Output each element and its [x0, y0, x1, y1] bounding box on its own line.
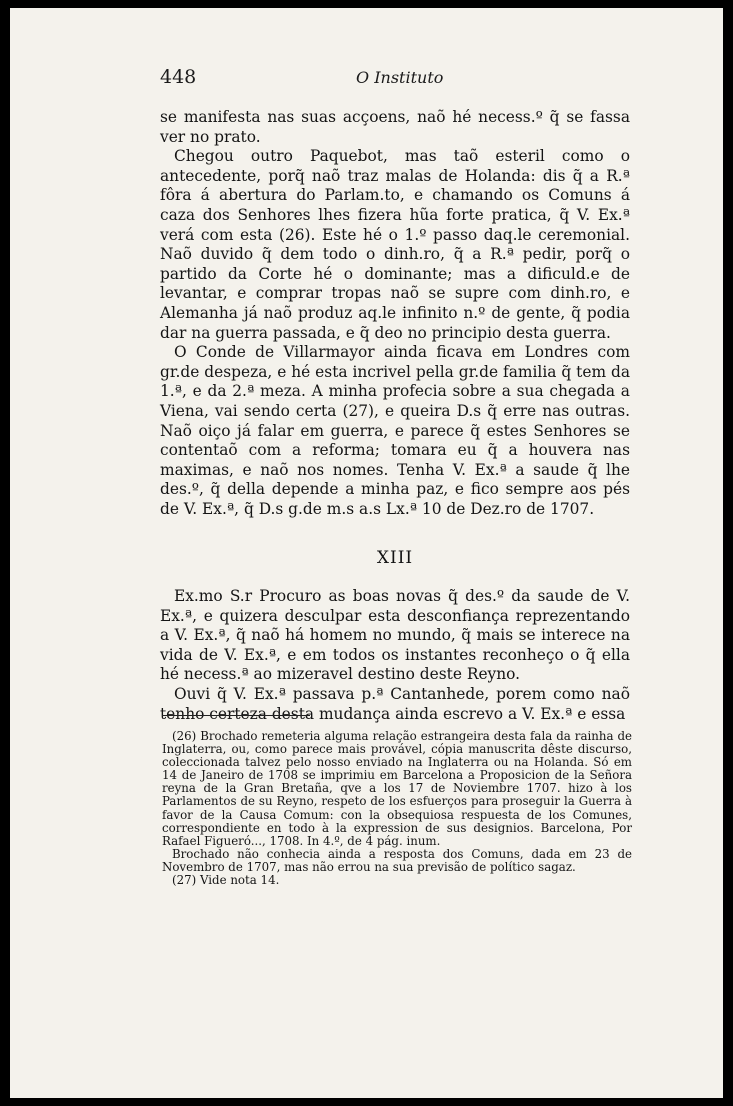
footnote-divider	[162, 715, 310, 716]
section-heading: XIII	[376, 548, 414, 569]
paragraph: Ouvi q̃ V. Ex.ª passava p.ª Cantanhede, porem como naõ tenho certeza desta mudança ainda escrevo a V. Ex.ª e essa	[160, 685, 630, 723]
footnote: (26) Brochado remeteria alguma relação estrangeira desta fala da rainha de Inglaterra, ou, como parece mais provável, cópia manuscrita dêste discurso, coleccionada talvez pelo nosso enviado na Inglaterra ou na Holanda. Só em 14 de Janeiro de 1708 se imprimiu em Barcelona a Proposicion de la Señora reyna de la Gran Bretaña, qve a los 17 de Noviembre 1707. hizo à los Parlamentos de su Reyno, respeto de los esfuerços para proseguir la Guerra à favor de la Causa Comum: con la obsequiosa respuesta de los Comunes, correspondiente en todo à la expression de sus designios. Barcelona, Por Rafael Figueró..., 1708. In 4.º, de 4 pág. inum.	[162, 729, 632, 848]
book-page	[10, 8, 723, 1098]
paragraph: O Conde de Villarmayor ainda ficava em Londres com gr.de despeza, e hé esta incrivel pella gr.de familia q̃ tem da 1.ª, e da 2.ª meza. A minha profecia sobre a sua chegada a Viena, vai sendo certa (27), e queira D.s q̃ erre nas outras. Naõ oiço já falar em guerra, e parece q̃ estes Senhores se contentaõ com a reforma; tomara eu q̃ a houvera nas maximas, e naõ nos nomes. Tenha V. Ex.ª a saude q̃ lhe des.º, q̃ della depende a minha paz, e fico sempre aos pés de V. Ex.ª, q̃ D.s g.de m.s a.s Lx.ª 10 de Dez.ro de 1707.	[160, 343, 630, 518]
paragraph: Chegou outro Paquebot, mas taõ esteril como o antecedente, porq̃ naõ traz malas de Holanda: dis q̃ a R.ª fôra á abertura do Parlam.to, e chamando os Comuns á caza dos Senhores lhes fizera hũa forte pratica, q̃ V. Ex.ª verá com esta (26). Este hé o 1.º passo daq.le ceremonial. Naõ duvido q̃ dem todo o dinh.ro, q̃ a R.ª pedir, porq̃ o partido da Corte hé o dominante; mas a dificuld.e de levantar, e comprar tropas naõ se supre com dinh.ro, e Alemanha já naõ produz aq.le infinito n.º de gente, q̃ podia dar na guerra passada, e q̃ deo no principio desta guerra.	[160, 147, 630, 342]
main-text	[160, 108, 630, 724]
footnote: Brochado não conhecia ainda a resposta dos Comuns, dada em 23 de Novembro de 1707, mas não errou na sua previsão de político sagaz.	[162, 846, 632, 874]
page-number: 448	[160, 66, 197, 88]
page-header	[10, 66, 723, 94]
footnotes	[162, 730, 632, 887]
paragraph: Ex.mo S.r Procuro as boas novas q̃ des.º da saude de V. Ex.ª, e quizera desculpar esta desconfiança reprezentando a V. Ex.ª, q̃ naõ há homem no mundo, q̃ mais se interece na vida de V. Ex.ª, e em todos os instantes reconheço o q̃ ella hé necess.ª ao mizeravel destino deste Reyno.	[160, 587, 630, 684]
footnote: (27) Vide nota 14.	[172, 873, 280, 888]
paragraph: se manifesta nas suas acçoens, naõ hé necess.º q̃ se fassa ver no prato.	[160, 108, 630, 146]
running-title: O Instituto	[356, 68, 444, 87]
